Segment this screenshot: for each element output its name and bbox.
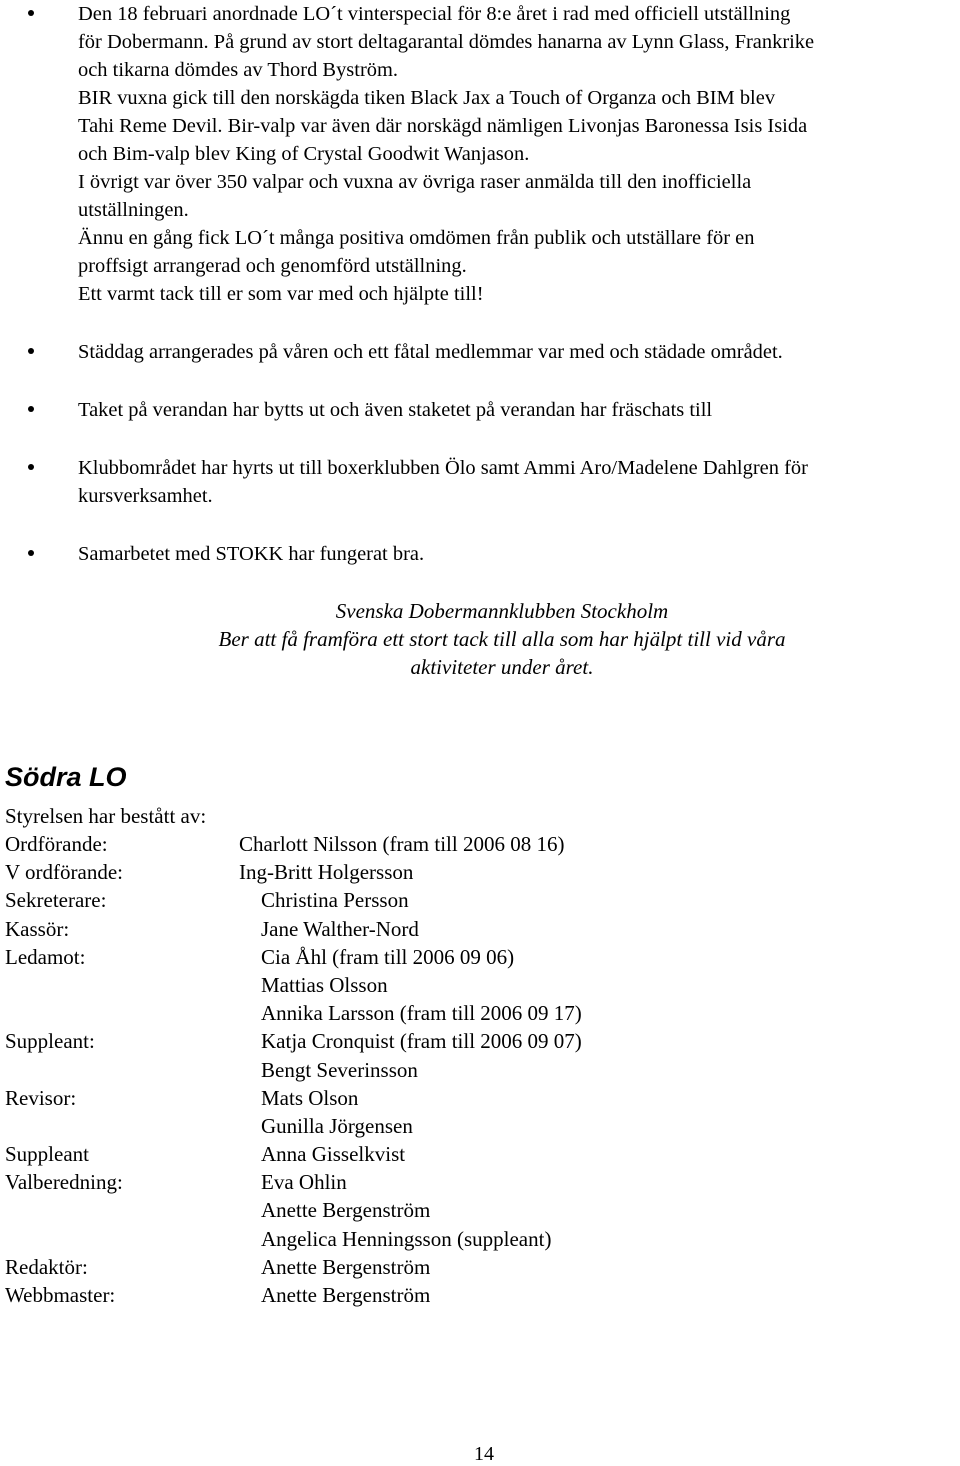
bullet-text [78,454,956,510]
text-line: proffsigt arrangerad och genomförd utställning. [78,255,467,277]
bullet-icon [28,348,34,354]
board-role-row [5,1084,945,1112]
role-member-name: Angelica Henningsson (suppleant) [261,1226,552,1251]
board-role-row [5,1112,945,1140]
role-member-name: Cia Åhl (fram till 2006 09 06) [261,944,515,969]
text-line: Klubbområdet har hyrts ut till boxerklubben Ölo samt Ammi Aro/Madelene Dahlgren för [78,457,808,479]
role-label: Ledamot: [5,944,86,969]
text-line: BIR vuxna gick till den norskägda tiken Black Jax a Touch of Organza och BIM blev [78,87,776,109]
role-member-name: Ing-Britt Holgersson [239,860,414,885]
role-label: Redaktör: [5,1254,88,1279]
closing-line: Svenska Dobermannklubben Stockholm [335,599,669,623]
bullet-icon [28,550,34,556]
bullet-text [78,540,956,568]
closing-line: aktiviteter under året. [410,655,594,679]
role-member-name: Anette Bergenström [261,1283,431,1307]
role-member-name: Anette Bergenström [261,1198,431,1223]
role-member-name: Jane Walther-Nord [261,916,419,941]
board-role-row [5,1027,945,1055]
board-role-row [5,886,945,914]
role-label: Suppleant: [5,1029,95,1054]
role-label: V ordförande: [5,860,123,885]
board-role-row [5,1056,945,1084]
role-member-name: Mats Olson [261,1085,359,1110]
text-line: Städdag arrangerades på våren och ett fåtal medlemmar var med och städade området. [78,341,783,363]
board-role-row [5,830,945,858]
closing-line: Ber att få framföra ett stort tack till alla som har hjälpt till vid våra [218,627,786,651]
role-label: Webbmaster: [5,1283,116,1307]
board-role-row [5,999,945,1027]
role-label: Revisor: [5,1085,77,1110]
text-line: och tikarna dömdes av Thord Byström. [78,59,399,81]
board-role-row [5,1168,945,1196]
role-label: Ordförande: [5,832,108,856]
text-line: och Bim-valp blev King of Crystal Goodwit Wanjason. [78,143,530,165]
board-role-row [5,1225,945,1253]
closing-statement [0,597,960,681]
role-member-name: Katja Cronquist (fram till 2006 09 07) [261,1029,582,1054]
text-line: för Dobermann. På grund av stort deltagarantal dömdes hanarna av Lynn Glass, Frankrike [78,31,815,53]
section-heading: Södra LO [5,762,127,792]
bullet-icon [28,406,34,412]
bullet-text [78,0,956,308]
role-label: Kassör: [5,916,70,941]
role-member-name: Mattias Olsson [261,972,388,997]
board-roles-list [5,830,945,1309]
role-member-name: Anna Gisselkvist [261,1142,406,1167]
board-role-row [5,858,945,886]
role-member-name: Annika Larsson (fram till 2006 09 17) [261,1001,582,1026]
role-label: Suppleant [5,1142,89,1167]
board-role-row [5,1281,945,1309]
bullet-text [78,338,956,366]
page-number: 14 [474,1443,494,1465]
role-member-name: Bengt Severinsson [261,1057,418,1082]
text-line: Ett varmt tack till er som var med och hjälpte till! [78,283,484,305]
board-role-row [5,915,945,943]
board-role-row [5,971,945,999]
board-role-row [5,943,945,971]
text-line: Samarbetet med STOKK har fungerat bra. [78,543,425,565]
role-member-name: Anette Bergenström [261,1254,431,1279]
role-member-name: Charlott Nilsson (fram till 2006 08 16) [239,832,565,856]
role-member-name: Gunilla Jörgensen [261,1113,413,1138]
role-member-name: Eva Ohlin [261,1170,347,1195]
role-label: Valberedning: [5,1170,123,1195]
text-line: Ännu en gång fick LO´t många positiva omdömen från publik och utställare för en [78,227,755,249]
bullet-icon [28,10,34,16]
text-line: utställningen. [78,199,189,221]
board-role-row [5,1140,945,1168]
role-member-name: Christina Persson [261,888,409,913]
board-role-row [5,1196,945,1224]
bullet-icon [28,464,34,470]
bullet-text [78,396,956,424]
text-line: Taket på verandan har bytts ut och även staketet på verandan har fräschats till [78,399,713,421]
board-intro: Styrelsen har bestått av: [5,804,207,828]
text-line: Tahi Reme Devil. Bir-valp var även där norskägd nämligen Livonjas Baronessa Isis Isida [78,115,808,137]
text-line: kursverksamhet. [78,485,213,507]
text-line: Den 18 februari anordnade LO´t vinterspecial för 8:e året i rad med officiell utställning [78,3,791,25]
text-line: I övrigt var över 350 valpar och vuxna av övriga raser anmälda till den inofficiella [78,171,752,193]
board-role-row [5,1253,945,1281]
role-label: Sekreterare: [5,888,107,913]
